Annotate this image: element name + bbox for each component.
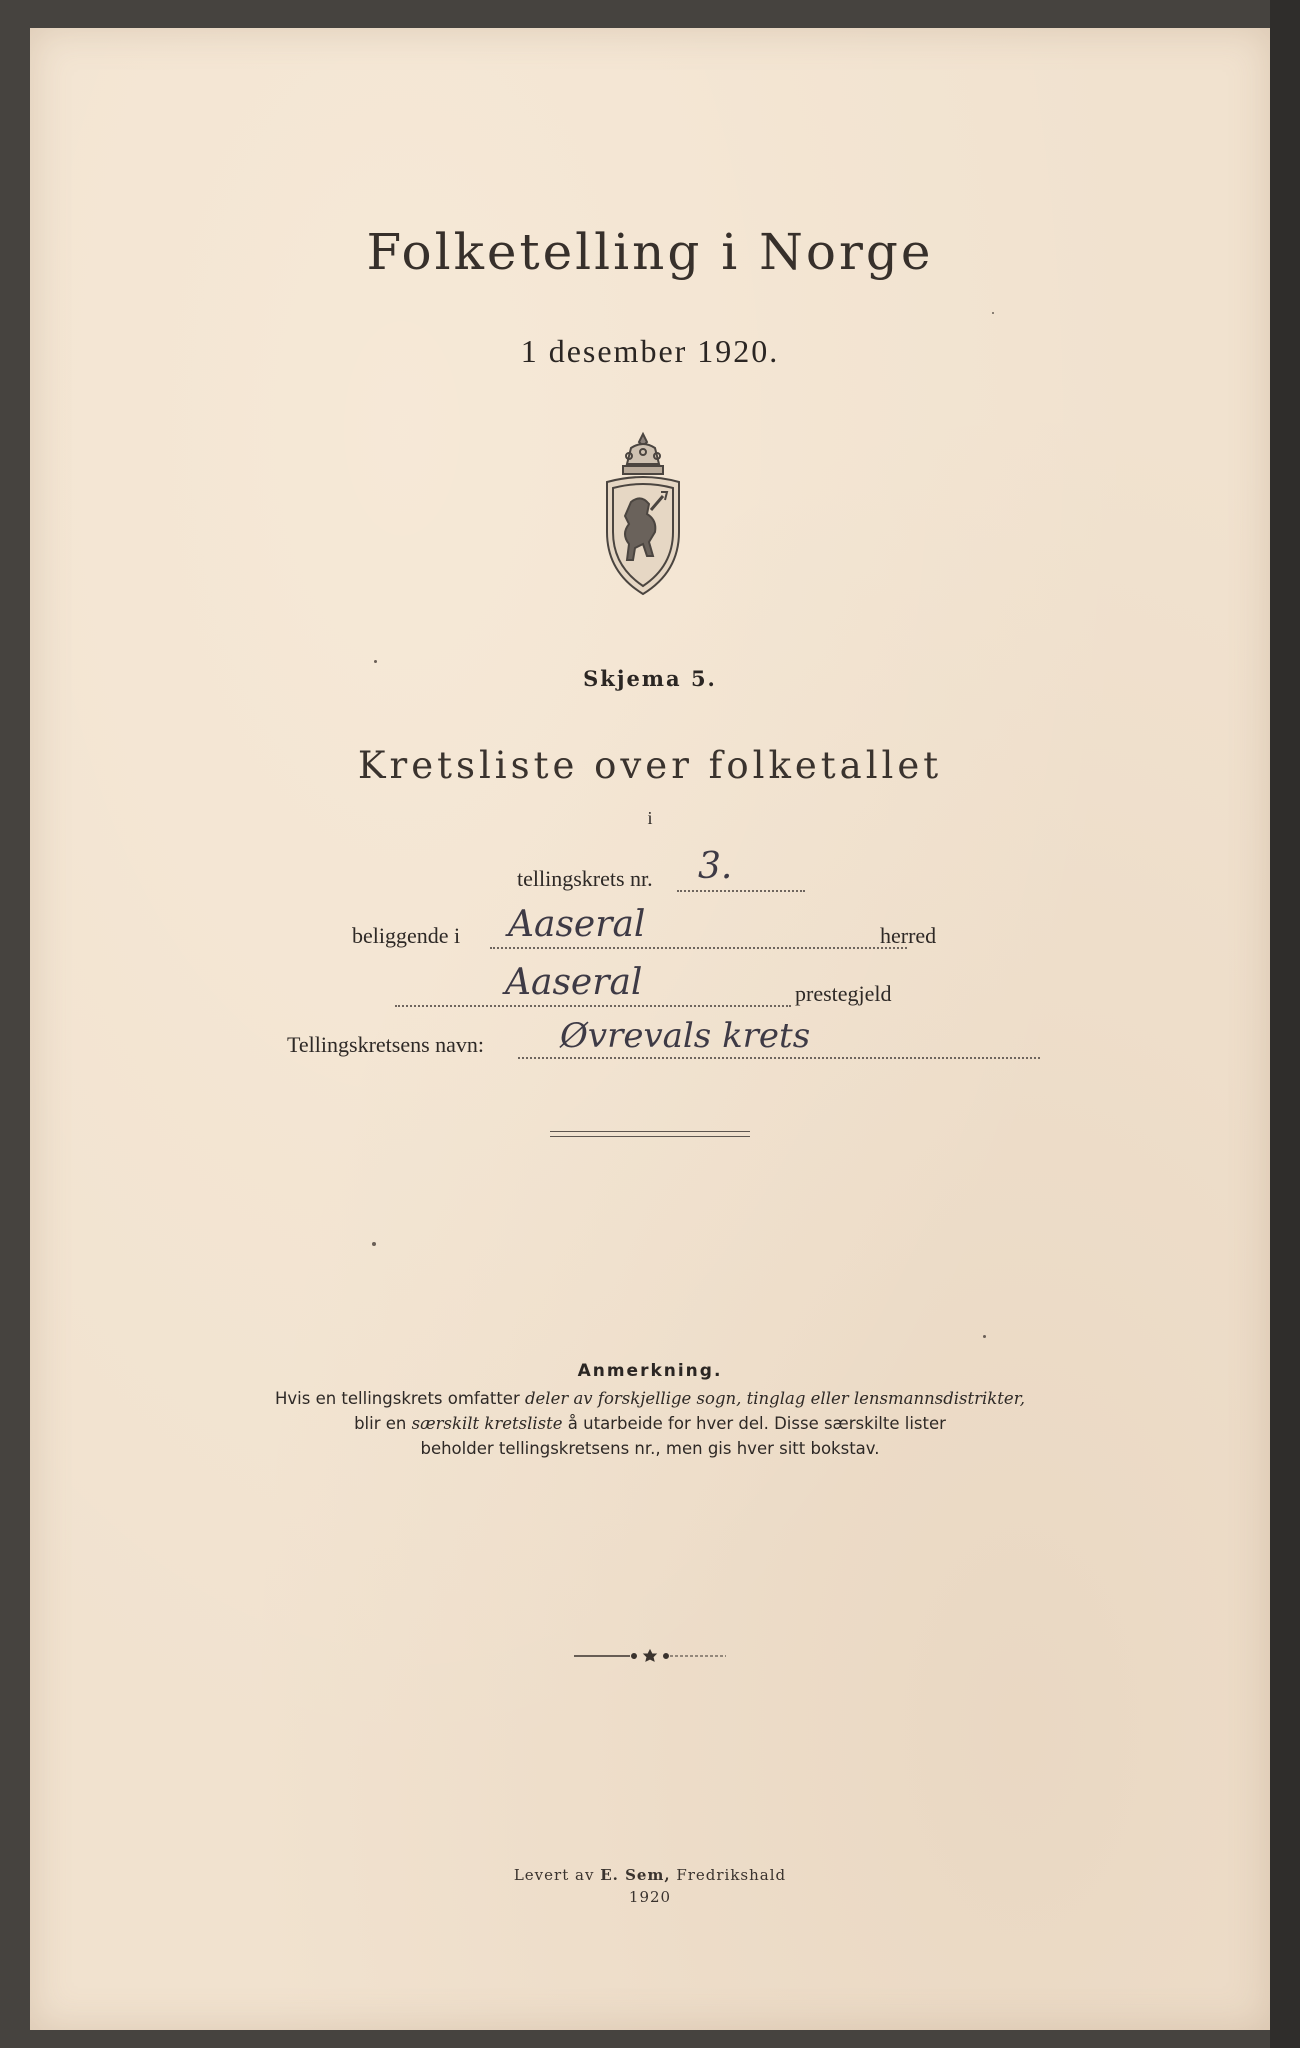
printer-place: Fredrikshald [670,1866,787,1884]
note-line-2-plain-b: å utarbeide for hver del. Disse særskilte lister [562,1414,946,1433]
printer-name: E. Sem, [600,1866,671,1884]
beliggende-label: beliggende i [352,923,461,948]
norwegian-coat-of-arms-icon [593,430,693,598]
census-form-page [30,28,1270,2030]
herred-suffix: herred [880,923,937,948]
navn-line [518,1057,1040,1059]
note-line-2 [30,1414,1270,1433]
prestegjeld-suffix: prestegjeld [795,981,892,1006]
schema-number: Skjema 5. [583,666,717,691]
note-line-2-italic: særskilt kretsliste [411,1414,563,1433]
paper-speck [983,1335,986,1338]
krets-label: tellingskrets nr. [517,866,653,891]
paper-speck [374,660,377,663]
navn-value: Øvrevals krets [560,1016,811,1056]
printer-year: 1920 [628,1888,672,1906]
form-title: Folketelling i Norge [366,223,934,281]
note-title: Anmerkning. [577,1361,723,1381]
divider-ornament-icon [570,1648,730,1664]
printer-line [30,1866,1270,1884]
divider-rule [550,1131,750,1137]
note-line-1-italic: deler av forskjellige sogn, tinglag eller lensmannsdistrikter, [524,1389,1026,1408]
paper-speck [992,312,994,314]
beliggende-line [490,947,907,949]
krets-line [677,890,805,892]
form-date: 1 desember 1920. [520,333,780,369]
prestegjeld-line [395,1005,791,1007]
form-heading: Kretsliste over folketallet [357,744,943,787]
note-line-1 [30,1389,1270,1408]
scan-edge [1270,0,1300,2048]
note-line-3: beholder tellingskretsens nr., men gis hver sitt bokstav. [420,1439,880,1458]
note-line-2-plain-a: blir en [354,1414,412,1433]
beliggende-value: Aaseral [508,904,646,945]
paper-speck [372,1242,376,1246]
prestegjeld-value: Aaseral [505,962,643,1003]
krets-value: 3. [698,846,733,887]
navn-label: Tellingskretsens navn: [287,1032,485,1057]
connector-text: i [647,808,653,828]
printer-prefix: Levert av [513,1866,601,1884]
note-line-1-plain: Hvis en tellingskrets omfatter [274,1389,525,1408]
